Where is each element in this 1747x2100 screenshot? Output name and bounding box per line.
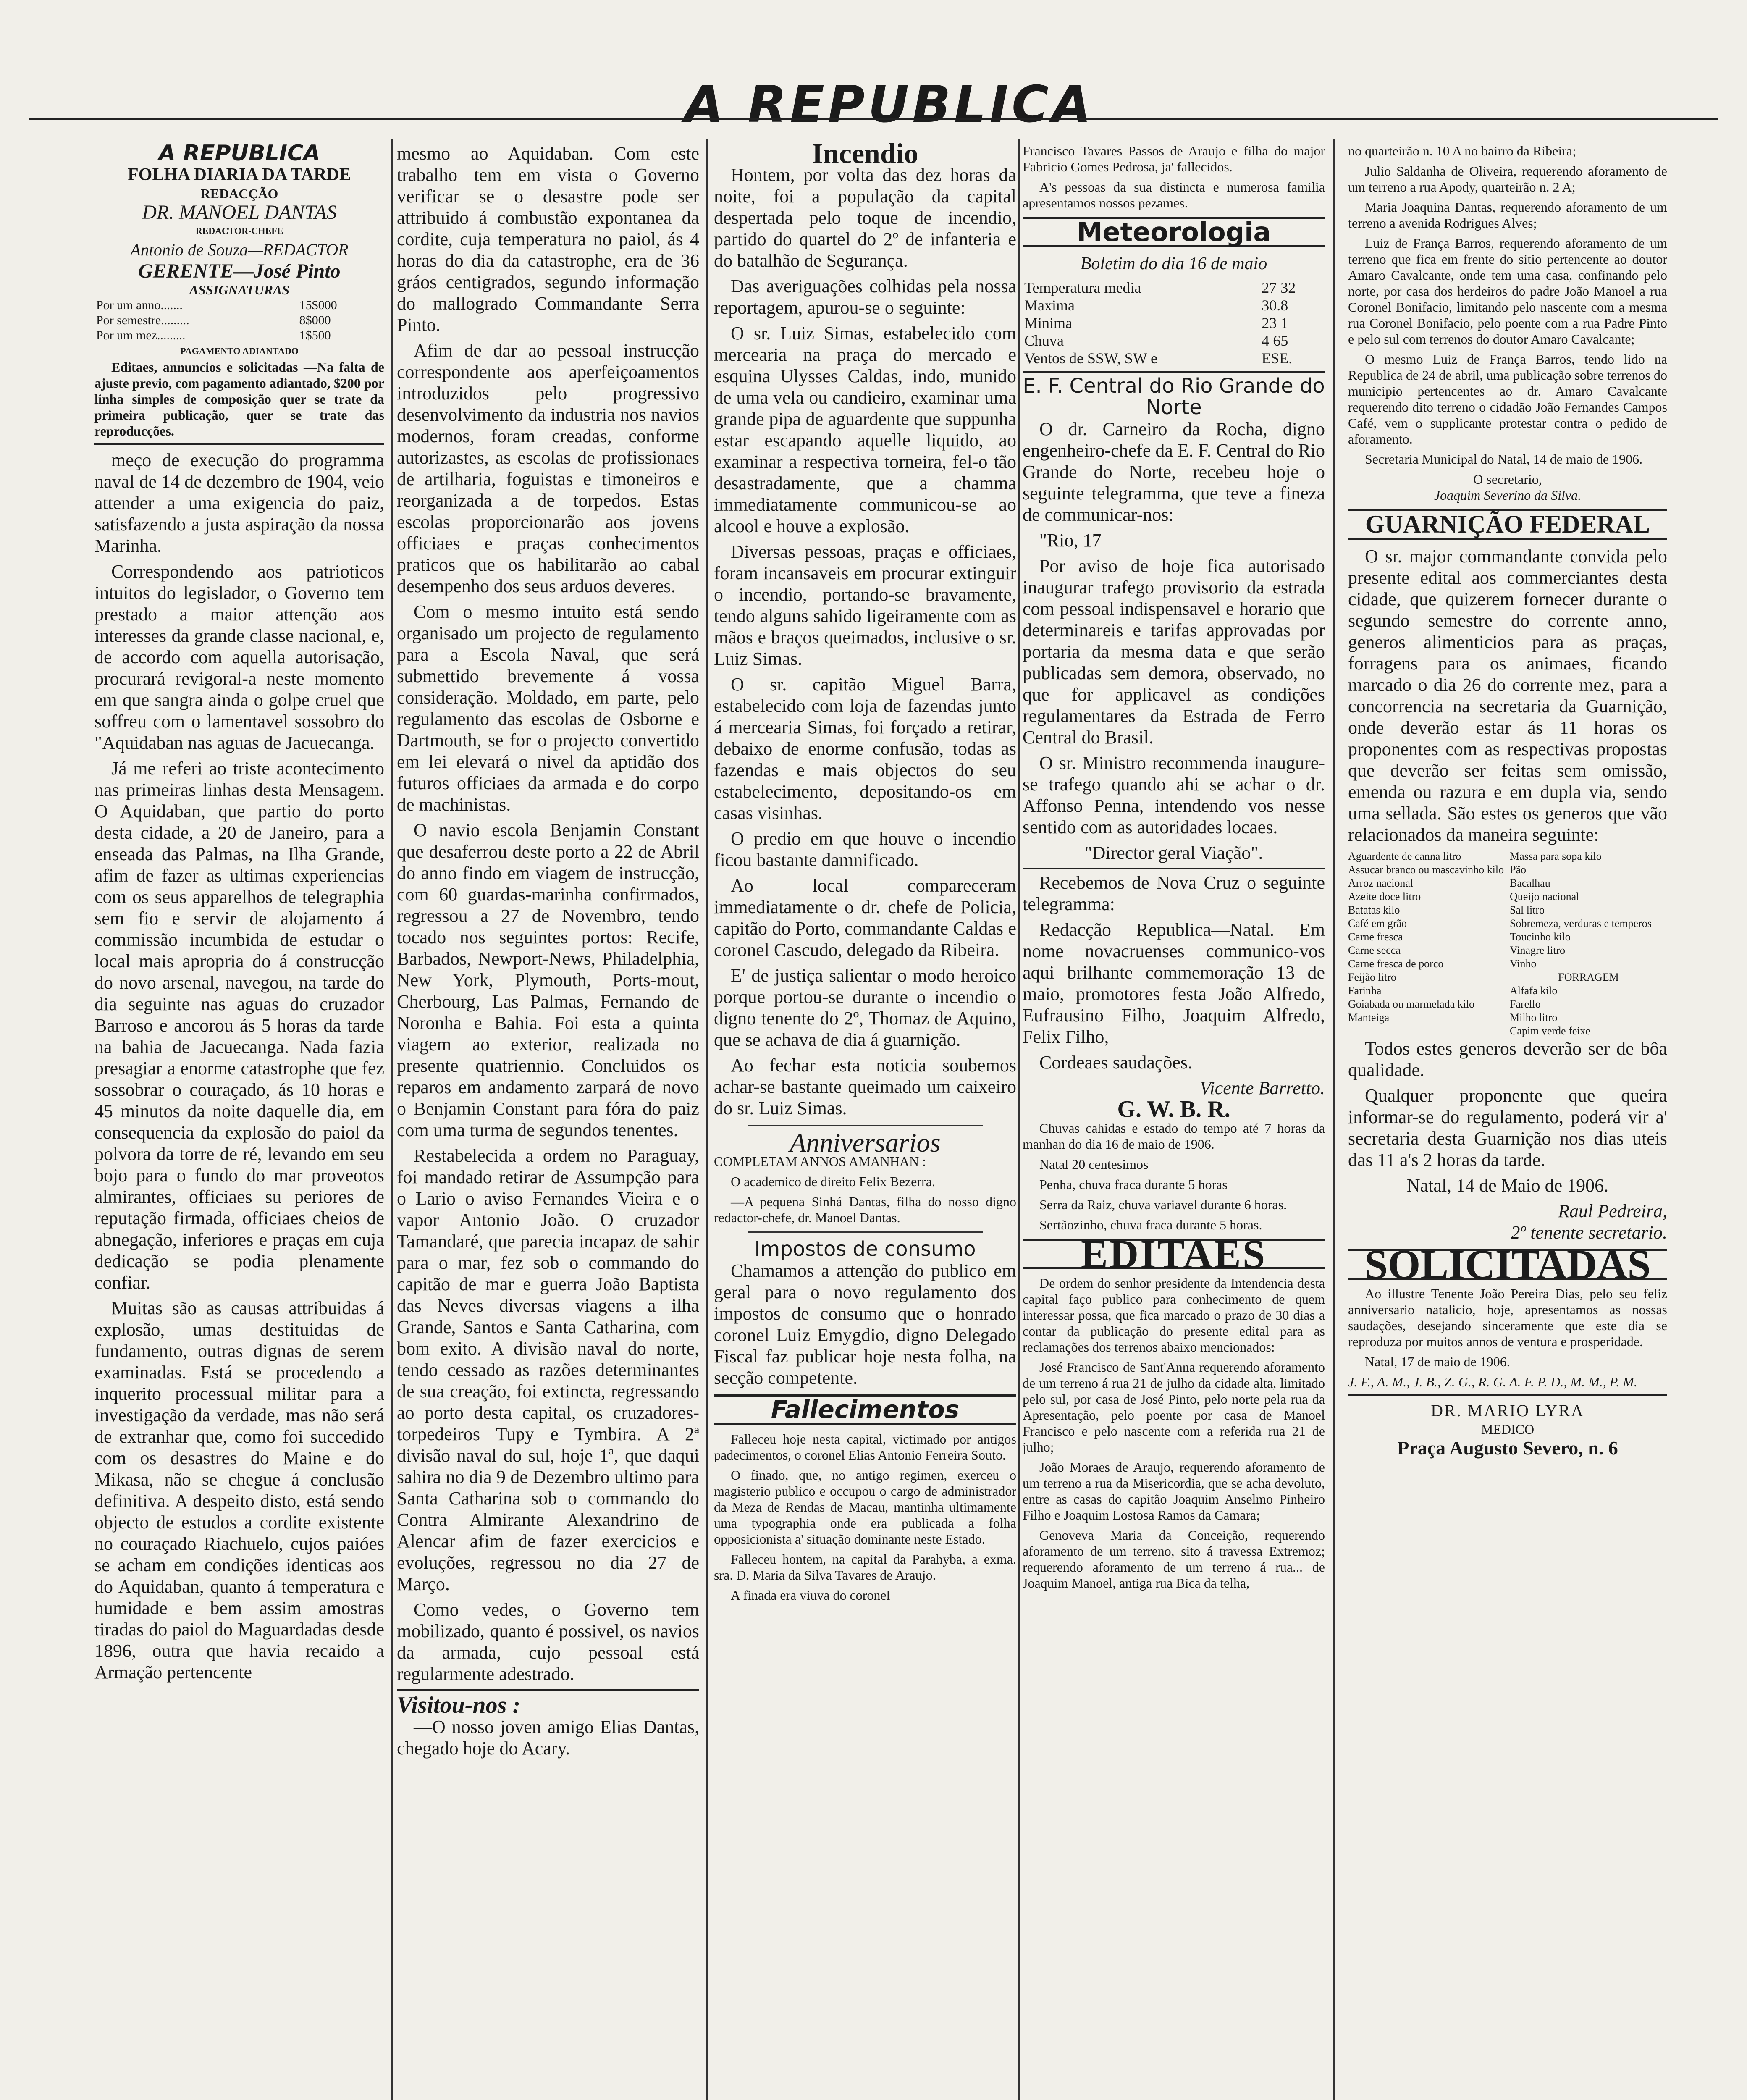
column-rule — [1333, 139, 1335, 2100]
doctor-role: MEDICO — [1481, 1422, 1535, 1437]
tax-text: Chamamos a attenção do publico em geral para o novo regulamento dos impostos de consumo que o honrado coronel Luiz Emygdio, digno Delegado Fiscal faz publicar hoje nesta folha, na secção competente. — [714, 1260, 1016, 1388]
goods-item: Azeite doce litro — [1348, 890, 1421, 903]
doctor-address: Praça Augusto Severo, n. 6 — [1397, 1437, 1618, 1459]
gwbr-line: Sertãozinho, chuva fraca durante 5 horas. — [1039, 1217, 1262, 1232]
subscription-row: Por um mez......... 1$500 — [96, 328, 331, 342]
telegram-paragraph: Cordeaes saudações. — [1039, 1052, 1193, 1073]
meteo-row: Minima 23 1 — [1024, 315, 1288, 331]
gwbr-title: G. W. B. R. — [1117, 1096, 1230, 1122]
goods-item: Carne secca — [1348, 944, 1401, 956]
visit-text: —O nosso joven amigo Elias Dantas, chegado hoje do Acary. — [397, 1717, 699, 1759]
masthead — [29, 71, 1718, 134]
fire-paragraph: E' de justiça salientar o modo heroico porque portou-se durante o incendio o digno tenente do 2º, Thomaz de Aquino, que se achava de dia á guarnição. — [714, 965, 1016, 1050]
column-rule — [706, 139, 708, 2100]
divider — [748, 1231, 983, 1233]
railway-paragraph: "Director geral Viação". — [1084, 843, 1263, 863]
article-paragraph: Afim de dar ao pessoal instrucção correspondente aos aperfeiçoamentos introduzidos pelo progressivo desenvolvimento da industria nos navios modernos, foram creadas, conforme autorizastes, as escolas de profissionaes de artilharia, foguistas e timoneiros e reorganizada a de torpedos. Estas escolas proporcionarão aos jovens officiaes e praças conhecimentos praticos que os habilitarão ao cabal desempenho dos seus arduos deveres. — [397, 340, 699, 596]
goods-item: Toucinho kilo — [1510, 931, 1571, 943]
gwbr-line: Chuvas cahidas e estado do tempo até 7 horas da manhan do dia 16 de maio de 1906. — [1023, 1121, 1325, 1152]
doctor-name: DR. MARIO LYRA — [1431, 1401, 1584, 1420]
telegram-paragraph: Recebemos de Nova Cruz o seguinte telegramma: — [1023, 872, 1325, 914]
gwbr-line: Penha, chuva fraca durante 5 horas — [1039, 1177, 1228, 1192]
editor-chief: DR. MANOEL DANTAS — [142, 201, 337, 223]
fire-paragraph: Diversas pessoas, praças e officiaes, foram incansaveis em procurar extinguir o incendio, portando-se bravamente, tendo alguns sahido ligeiramente com as mãos e braços queimados, inclusive o sr. Luiz Simas. — [714, 541, 1016, 669]
meteorology-table — [1023, 279, 1325, 367]
railway-paragraph: "Rio, 17 — [1039, 530, 1102, 551]
death-paragraph: Falleceu hoje nesta capital, victimado por antigos padecimentos, o coronel Elias Antonio Ferreira Souto. — [714, 1431, 1016, 1462]
railway-paragraph: O sr. Ministro recommenda inaugure-se trafego quando ahi se achar o dr. Affonso Penna, intendendo vos nesse sentido com as autoridades locaes. — [1023, 753, 1325, 837]
subscription-row: Por semestre......... 8$000 — [96, 313, 331, 327]
goods-item: Sobremeza, verduras e temperos — [1510, 917, 1652, 929]
condolence-text: A's pessoas da sua distincta e numerosa familia apresentamos nossos pezames. — [1023, 179, 1325, 210]
subscription-row: Por um anno....... 15$000 — [96, 298, 337, 312]
ads-notice: Editaes, annuncios e solicitadas —Na falta de ajuste previo, com pagamento adiantado, $200 por linha simples de composição quer se trate da primeira publicação, quer se trate das reproducções. — [94, 360, 384, 438]
section-rule — [397, 1689, 699, 1690]
fire-paragraph: Ao local compareceram immediatamente o dr. chefe de Policia, capitão do Porto, commandante Caldas e coronel Cascudo, delegado da Ribeira. — [714, 875, 1016, 960]
editaes-paragraph: Maria Joaquina Dantas, requerendo aforamento de um terreno a avenida Rodrigues Alves; — [1348, 200, 1667, 231]
meteo-row: Maxima 30.8 — [1024, 297, 1288, 314]
editaes-paragraph: O mesmo Luiz de França Barros, tendo lido na Republica de 24 de abril, uma publicação sobre terrenos do municipio pertencentes ao dr. Amaro Cavalcante requerendo dito terreno o cidadão João Fernandes Campos Café, vem o supplicante protestar contra o pedido de aforamento. — [1348, 352, 1667, 446]
goods-item: Manteiga — [1348, 1011, 1390, 1024]
goods-item: Feijão litro — [1348, 971, 1396, 983]
payment-note: PAGAMENTO ADIANTADO — [180, 346, 299, 356]
solicitadas-date: Natal, 17 de maio de 1906. — [1365, 1354, 1510, 1369]
column-1 — [94, 143, 384, 2100]
article-paragraph: O navio escola Benjamin Constant que desaferrou deste porto a 22 de Abril do anno findo em viagem de instrucção, com 60 guardas-marinha confirmados, regressou a 27 de Novembro, tendo tocado nos seguintes portos: Recife, Barbados, Newport-News, Philadelphia, New York, Plymouth, Ports-mout, Cherbourg, Las Palmas, Fernando de Noronha e Bahia. Foi esta a quinta viagem ao exterior, realizada no presente quatriennio. Concluidos os reparos em andamento zarpará de novo o Benjamin Constant para fóra do paiz com uma turma de segundos tenentes. — [397, 820, 699, 1140]
section-rule — [1348, 1394, 1667, 1396]
goods-subheading: FORRAGEM — [1558, 971, 1619, 983]
subscriptions-title: ASSIGNATURAS — [189, 282, 290, 297]
goods-item: Carne fresca — [1348, 931, 1403, 943]
goods-item: Batatas kilo — [1348, 904, 1400, 916]
fire-paragraph: O sr. capitão Miguel Barra, estabelecido com loja de fazendas junto á mercearia Simas, foi forçado a retirar, debaixo de enorme confusão, todas as fazendas e mais objectos do seu estabelecimento, depositando-os em casas visinhas. — [714, 674, 1016, 823]
solicitadas-initials: J. F., A. M., J. B., Z. G., R. G. A. F. P. D., M. M., P. M. — [1348, 1374, 1637, 1389]
gwbr-line: Serra da Raiz, chuva variavel durante 6 horas. — [1039, 1197, 1287, 1212]
meteo-row: Chuva 4 65 — [1024, 332, 1288, 349]
goods-item: Arroz nacional — [1348, 877, 1414, 889]
garrison-title: GUARNIÇÃO FEDERAL — [1348, 509, 1667, 540]
column-rule — [1018, 139, 1020, 2100]
editaes-paragraph: Luiz de França Barros, requerendo aforamento de um terreno que fica em frente do sitio pertencente ao doutor Amaro Cavalcante, onde tem uma casa, confinando pelo norte, por casa dos herdeiros do padre João Manoel a rua Coronel Bonifacio, limitando pelo nascente com a mesma rua Coronel Bonifacio, pelo poente com a rua Padre Pinto e pelo sul com terrenos do doutor Amaro Cavalcante; — [1348, 236, 1667, 346]
railway-title: E. F. Central do Rio Grande do Norte — [1023, 374, 1325, 419]
fire-paragraph: Ao fechar esta noticia soubemos achar-se bastante queimado um caixeiro do sr. Luiz Simas. — [714, 1055, 1016, 1118]
editor: Antonio de Souza—REDACTOR — [130, 240, 349, 259]
railway-paragraph: O dr. Carneiro da Rocha, digno engenheiro-chefe da E. F. Central do Rio Grande do Norte, recebeu hoje o seguinte telegramma, que teve a fineza de communicar-nos: — [1023, 419, 1325, 525]
meteo-row: Temperatura media 27 32 — [1024, 279, 1296, 296]
garrison-signature-role: 2º tenente secretario. — [1511, 1222, 1667, 1243]
article-paragraph: Muitas são as causas attribuidas á explosão, umas destituidas de fundamento, outras dignas de serem examinadas. Está se procedendo a inquerito processual militar para a investigação da verdade, mas não será de extranhar que, como foi succedido com os desastres do Maine e do Mikasa, não se chegue á conclusão definitiva. A despeito disto, está sendo objecto de estudos a cordite existente no couraçado Riachuelo, cujos paióes se acham em condições identicas aos do Aquidaban, quanto á temperatura e humidade e bem assim amostras tiradas do paiol do Maguardadas desde 1896, outra que havia recaido a Armação pertencente — [94, 1298, 384, 1683]
goods-list-left — [1348, 850, 1506, 1038]
column-2 — [397, 143, 699, 2100]
article-paragraph: Restabelecida a ordem no Paraguay, foi mandado retirar de Assumpção para o Lario o aviso Fernandes Vieira e o vapor Antonio João. O cruzador Tamandaré, que parecia incapaz de sahir para o mar, fez sob o commando do capitão de mar e guerra João Baptista das Neves diversas viagens a ilha Grande, Santos e Santa Catharina, com bom exito. A divisão naval do norte, tendo cessado as razões determinantes de sua creação, foi extincta, regressando ao porto desta capital, os cruzadores-torpedeiros Tupy e Tymbira. A 2ª divisão naval do sul, hoje 1ª, que daqui sahira no dia 9 de Dezembro ultimo para Santa Catharina sob o commando do Contra Almirante Alexandrino de Alencar afim de fazer exercicios e evoluções, regressou no dia 27 de Março. — [397, 1145, 699, 1594]
death-paragraph: A finada era viuva do coronel — [731, 1588, 890, 1603]
anniversary-line: O academico de direito Felix Bezerra. — [731, 1174, 935, 1189]
goods-item: Capim verde feixe — [1510, 1025, 1591, 1037]
railway-paragraph: Por aviso de hoje fica autorisado inaugurar trafego provisorio da estrada com pessoal indispensavel e horario que determinareis e tarifas approvadas por portaria da mesma data e que serão publicadas sem demora, observado, no que for applicavel as condições regulamentares da Estrada de Ferro Central do Brasil. — [1023, 556, 1325, 748]
garrison-text: Todos estes generos deverão ser de bôa qualidade. — [1348, 1038, 1667, 1080]
section-rule — [1023, 371, 1325, 373]
goods-item: Bacalhau — [1510, 877, 1550, 889]
column-rule — [391, 139, 393, 2100]
goods-table — [1348, 850, 1667, 1038]
goods-item: Café em grão — [1348, 917, 1407, 929]
paper-name: A REPUBLICA — [158, 143, 320, 166]
deaths-title: Fallecimentos — [714, 1394, 1016, 1425]
column-3 — [714, 143, 1016, 2100]
meteorology-title: Meteorologia — [1023, 217, 1325, 247]
tax-title: Impostos de consumo — [754, 1237, 976, 1261]
editaes-paragraph: Secretaria Municipal do Natal, 14 de maio de 1906. — [1365, 452, 1643, 467]
gwbr-line: Natal 20 centesimos — [1039, 1157, 1149, 1172]
anniversary-line: —A pequena Sinhá Dantas, filha do nosso digno redactor-chefe, dr. Manoel Dantas. — [714, 1194, 1016, 1225]
telegram-paragraph: Redacção Republica—Natal. Em nome novacruenses communico-vos aqui brilhante commemoração 13 de maio, promotores festa João Alfredo, Eufrausino Filho, Joaquim Alfredo, Felix Filho, — [1023, 919, 1325, 1047]
masthead-rule — [29, 118, 1718, 120]
meteorology-subtitle: Boletim do dia 16 de maio — [1080, 254, 1267, 273]
telegram-signature: Vicente Barretto. — [1199, 1078, 1325, 1098]
garrison-text: O sr. major commandante convida pelo presente edital aos commerciantes desta cidade, que quizerem fornecer durante o segundo semestre do corrente anno, generos alimenticios para as praças, forragens para os animaes, ficando marcado o dia 26 do corrente mez, para a concorrencia na secretaria da Guarnição, onde deverão estar ás 11 horas os proponentes com as respectivas propostas que deverão ser feitas sem omissão, emenda ou razura e em dupla via, sendo uma sellada. São estes os generos que vão relacionados da maneira seguinte: — [1348, 546, 1667, 845]
divider — [748, 1125, 983, 1126]
garrison-text: Qualquer proponente que queira informar-se do regulamento, poderá vir a' secretaria desta Guarnição nos dias uteis das 11 a's 2 horas da tarde. — [1348, 1085, 1667, 1170]
column-4 — [1023, 143, 1325, 2100]
manager: GERENTE—José Pinto — [138, 260, 341, 282]
meteo-row: Ventos de SSW, SW e ESE. — [1024, 350, 1293, 367]
goods-list-right — [1510, 850, 1667, 1038]
anniversaries-title: Anniversarios — [790, 1128, 941, 1158]
newspaper-title: A REPUBLICA — [685, 76, 1094, 134]
goods-item: Aguardente de canna litro — [1348, 850, 1461, 862]
editaes-title: EDITAES — [1023, 1239, 1325, 1269]
goods-item: Milho litro — [1510, 1011, 1558, 1024]
fire-title: Incendio — [812, 143, 918, 169]
garrison-date: Natal, 14 de Maio de 1906. — [1406, 1175, 1609, 1196]
death-paragraph: O finado, que, no antigo regimen, exerceu o magisterio publico e occupou o cargo de administrador da Meza de Rendas de Macau, mantinha ultimamente uma typographia onde era publicada a folha opposicionista a' situação dominante neste Estado. — [714, 1467, 1016, 1546]
goods-item: Sal litro — [1510, 904, 1545, 916]
goods-item: Goiabada ou marmelada kilo — [1348, 998, 1475, 1010]
editaes-paragraph: no quarteirão n. 10 A no bairro da Ribeira; — [1348, 143, 1576, 158]
article-paragraph: Correspondendo aos patrioticos intuitos do legislador, o Governo tem prestado a maior attenção aos interesses da grande classe nacional, e, de accordo com aquella autorisação, procurará revigoral-a neste momento em que sangra ainda o golpe cruel que soffreu com o lamentavel sossobro do "Aquidaban nas aguas de Jacuecanga. — [94, 561, 384, 753]
goods-item: Vinagre litro — [1510, 944, 1566, 956]
goods-item: Assucar branco ou mascavinho kilo — [1348, 864, 1504, 876]
goods-item: Farinha — [1348, 984, 1382, 997]
goods-item: Massa para sopa kilo — [1510, 850, 1602, 862]
editaes-paragraph: Julio Saldanha de Oliveira, requerendo aforamento de um terreno a rua Apody, quarteirão n. 2 A; — [1348, 163, 1667, 194]
goods-item: Vinho — [1510, 958, 1537, 970]
fire-paragraph: O predio em que houve o incendio ficou bastante damnificado. — [714, 828, 1016, 870]
secretary-label: O secretario, — [1473, 472, 1542, 487]
article-paragraph: Já me referi ao triste acontecimento nas primeiras linhas desta Mensagem. O Aquidaban, que partio do porto desta cidade, a 20 de Janeiro, para a enseada das Palmas, na Ilha Grande, afim de fazer as ultimas experiencias com os seus apparelhos de telegraphia sem fio e servir de alojamento á commissão incumbida de estudar o local mais apropria do á construcção do novo arsenal, navegou, na tarde do dia seguinte nas aguas do cruzador Barroso e ancorou ás 5 horas da tarde na bahia de Jacuecanga. Nada fazia presagiar a enorme catastrophe que fez sossobrar o couraçado, ás 10 horas e 45 minutos da noite daquelle dia, em consequencia da explosão do paiol da polvora da torre de ré, levando em seu bojo para o fundo do mar proveotos almirantes, officiaes su periores de reputação firmada, officiaes cheios de abnegação, inferiores e praças em cuja dedicação se podia plenamente confiar. — [94, 758, 384, 1293]
condolence-text: Francisco Tavares Passos de Araujo e filha do major Fabricio Gomes Pedrosa, ja' fallecidos. — [1023, 143, 1325, 174]
article-paragraph: meço de execução do programma naval de 14 de dezembro de 1904, veio attender a uma exigencia do paiz, satisfazendo a justa aspiração da nossa Marinha. — [94, 450, 384, 556]
editaes-paragraph: José Francisco de Sant'Anna requerendo aforamento de um terreno á rua 21 de julho da cidade alta, limitado pelo sul, por casa de José Pinto, pelo norte pela rua da Apresentação, pelo poente por casa de Manoel Francisco e pelo nascente com a referida rua 21 de julho; — [1023, 1360, 1325, 1454]
visit-title: Visitou-nos : — [397, 1692, 521, 1718]
editaes-paragraph: Genoveva Maria da Conceição, requerendo aforamento de um terreno, sito á travessa Extremoz; requerendo aforamento de um terreno á rua... de Joaquim Manoel, antiga rua Bica da telha, — [1023, 1528, 1325, 1591]
paper-subtitle: FOLHA DIARIA DA TARDE — [128, 165, 351, 184]
death-paragraph: Falleceu hontem, na capital da Parahyba, a exma. sra. D. Maria da Silva Tavares de Araujo. — [714, 1551, 1016, 1583]
editor-chief-role: REDACTOR-CHEFE — [195, 226, 283, 236]
article-paragraph: mesmo ao Aquidaban. Com este trabalho tem em vista o Governo verificar se o desastre pode ser attribuido á combustão expontanea da cordite, cuja temperatura no paiol, ás 4 horas do dia da catastrophe, era de 36 gráos centigrados, segundo informação do mallogrado Commandante Serra Pinto. — [397, 143, 699, 335]
editaes-paragraph: De ordem do senhor presidente da Intendencia desta capital faço publico para conhecimento de quem interessar possa, que fica marcado o prazo de 30 dias a contar da publicação do presente edital para as reclamações dos terrenos abaixo mencionados: — [1023, 1276, 1325, 1354]
goods-item: Pão — [1510, 864, 1526, 876]
article-paragraph: Como vedes, o Governo tem mobilizado, quanto é possivel, os navios da armada, cujo pessoal está regularmente adestrado. — [397, 1599, 699, 1684]
subscription-table — [94, 298, 384, 343]
secretary-name: Joaquim Severino da Silva. — [1434, 488, 1582, 503]
article-paragraph: Com o mesmo intuito está sendo organisado um projecto de regulamento para a Escola Naval, que será submettido brevemente á vossa consideração. Moldado, em parte, pelo regulamento das escolas de Osborne e Dartmouth, se for o projecto convertido em lei elevará o nivel da aptidão dos futuros officiaes da armada e do corpo de machinistas. — [397, 601, 699, 815]
garrison-signature: Raul Pedreira, — [1558, 1201, 1667, 1221]
goods-item: Carne fresca de porco — [1348, 958, 1444, 970]
goods-item: Queijo nacional — [1510, 890, 1579, 903]
solicitadas-title: SOLICITADAS — [1348, 1249, 1667, 1280]
anniversary-line: COMPLETAM ANNOS AMANHAN : — [714, 1154, 926, 1169]
solicitadas-text: Ao illustre Tenente João Pereira Dias, pelo seu feliz anniversario natalicio, hoje, apresentamos as nossas saudações, desejando sinceramente que este dia se reproduza por muitos annos de ventura e prosperidade. — [1348, 1286, 1667, 1349]
section-rule — [94, 443, 384, 445]
fire-paragraph: Hontem, por volta das dez horas da noite, foi a população da capital despertada pelo toque de incendio, partido do quartel do 2º de infanteria e do batalhão de Segurança. — [714, 165, 1016, 271]
column-5 — [1348, 143, 1667, 2100]
editaes-paragraph: João Moraes de Araujo, requerendo aforamento de um terreno a rua da Misericordia, que se acha devoluto, entre as casas do capitão Joaquim Anselmo Pinheiro Filho e Joaquim Lostosa Ramos da Camara; — [1023, 1460, 1325, 1522]
fire-paragraph: O sr. Luiz Simas, estabelecido com mercearia na praça do mercado e esquina Ulysses Caldas, indo, munido de uma vela ou candieiro, examinar uma grande pipa de aguardente que suppunha estar escapando aquelle liquido, ao examinar a respectiva torneira, fel-o tão desastradamente, que a chamma immediatamente communicou-se ao alcool e houve a explosão. — [714, 323, 1016, 536]
goods-item: Alfafa kilo — [1510, 984, 1558, 997]
redaccao-label: REDACÇÃO — [200, 186, 278, 201]
goods-item: Farello — [1510, 998, 1541, 1010]
fire-paragraph: Das averiguações colhidas pela nossa reportagem, apurou-se o seguinte: — [714, 276, 1016, 318]
section-rule — [1023, 868, 1325, 869]
